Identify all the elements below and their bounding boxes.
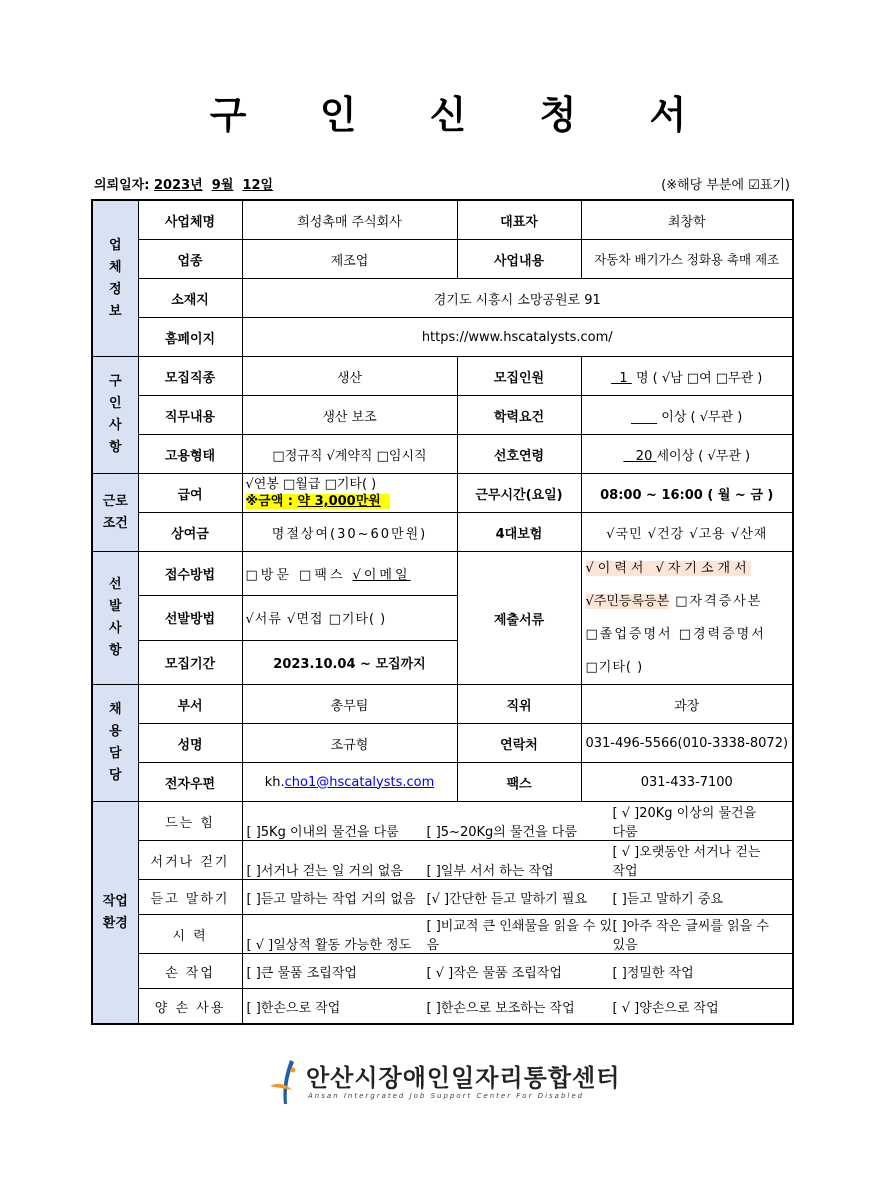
center-name: 안산시장애인일자리통합센터 [306,1064,621,1092]
request-month: 9월 [211,178,234,193]
receipt-label: 접수방법 [138,552,242,596]
method-label: 선발방법 [138,596,242,640]
docs-line-4: □기타( ) [585,660,644,675]
section-job: 구 인 사 항 [92,357,138,474]
submit-docs [581,552,793,685]
center-subtitle: Ansan Intergrated Job Support Center For Disabled [308,1092,585,1100]
env-option: [√ ]간단한 듣고 말하기 필요 [426,891,588,907]
env-option: [ ]일부 서서 하는 작업 [426,864,554,879]
section-work: 근로 조건 [92,474,138,552]
job-type: 생산 [242,357,457,396]
phone-label: 연락처 [457,724,581,763]
center-logo [268,1058,628,1108]
env-option: [ ]아주 작은 글씨를 읽을 수 있음 [612,919,769,953]
select-method: √서류 √면접 □기타( ) [242,596,457,640]
email[interactable] [242,763,457,802]
request-day: 12일 [242,178,274,193]
pay-amount-label: ※금액 : [245,494,298,509]
pay-amount: 약 3,000만원 [297,494,381,509]
env-option: [ ]서거나 걷는 일 거의 없음 [246,864,403,879]
edu-label: 학력요건 [457,396,581,435]
env-option: [ √ ]양손으로 작업 [612,1000,719,1016]
contact-name-label: 성명 [138,724,242,763]
job-type-label: 모집직종 [138,357,242,396]
request-year: 2023년 [153,178,203,193]
section-company: 업 체 정 보 [92,200,138,357]
business-label: 사업내용 [457,240,581,279]
homepage[interactable]: https://www.hscatalysts.com/ [242,318,793,357]
docs-license: □자격증사본 [669,594,763,609]
period-label: 모집기간 [138,640,242,684]
check-note: (※해당 부분에 ☑표기) [661,178,790,193]
industry: 제조업 [242,240,457,279]
pay [242,474,457,513]
emp-label: 고용형태 [138,435,242,474]
dept-label: 부서 [138,685,242,724]
job-request-table [91,199,794,1025]
env-label: 드는 힘 [138,802,242,841]
env-option: [ ]한손으로 작업 [246,1000,341,1016]
env-label: 듣고 말하기 [138,880,242,915]
env-options [242,954,793,989]
address: 경기도 시흥시 소망공원로 91 [242,279,793,318]
document-title: 구 인 신 청 서 [209,93,717,137]
env-label: 양 손 사용 [138,989,242,1025]
company-name-label: 사업체명 [138,200,242,240]
center-logo-icon [268,1058,304,1108]
education [581,396,793,435]
section-select: 선 발 사 항 [92,552,138,685]
env-options [242,841,793,880]
env-option: [ ]5Kg 이내의 물건을 다룸 [246,825,399,840]
preferred-age [581,435,793,474]
receipt-method [242,552,457,596]
position: 과장 [581,685,793,724]
env-label: 시 력 [138,915,242,954]
edu-rest: 이상 ( √무관 ) [657,409,743,425]
request-date-label: 의뢰일자: [94,178,150,193]
pay-type: √연봉 □월급 □기타( ) [245,477,377,492]
env-option: [ ]큰 물품 조립작업 [246,965,357,981]
industry-label: 업종 [138,240,242,279]
position-label: 직위 [457,685,581,724]
business: 자동차 배기가스 정화용 촉매 제조 [581,240,793,279]
phone: 031-496-5566(010-3338-8072) [581,724,793,763]
bonus: 명절상여(30~60만원) [242,513,457,552]
env-options [242,802,793,841]
docs-line-1: √이력서 √자기소개서 [585,561,751,576]
hours: 08:00 ~ 16:00 ( 월 ~ 금 ) [581,474,793,513]
edu-blank: ____ [631,409,658,425]
env-option: [ ]5~20Kg의 물건을 다룸 [426,825,577,840]
docs-line-3: □졸업증명서 □경력증명서 [585,627,766,642]
fax-label: 팩스 [457,763,581,802]
ceo-label: 대표자 [457,200,581,240]
receipt-a: □방문 □팩스 [245,568,353,584]
insurance: √국민 √건강 √고용 √산재 [581,513,793,552]
hours-label: 근무시간(요일) [457,474,581,513]
docs-label: 제출서류 [457,552,581,685]
insurance-label: 4대보험 [457,513,581,552]
address-label: 소재지 [138,279,242,318]
recruit-count [581,357,793,396]
section-env: 작업 환경 [92,802,138,1025]
env-label: 손 작업 [138,954,242,989]
env-option: [ √ ]20Kg 이상의 물건을 다룸 [612,806,757,840]
ceo: 최창학 [581,200,793,240]
env-option: [ ]비교적 큰 인쇄물을 읽을 수 있음 [426,919,613,953]
duty-label: 직무내용 [138,396,242,435]
section-contact: 채 용 담 당 [92,685,138,802]
email-link[interactable]: cho1@hscatalysts.com [284,774,435,790]
env-option: [ ]정밀한 작업 [612,965,694,981]
duty: 생산 보조 [242,396,457,435]
period: 2023.10.04 ~ 모집까지 [242,640,457,684]
env-option: [ ]듣고 말하는 작업 거의 없음 [246,891,416,907]
count-label: 모집인원 [457,357,581,396]
email-prefix: kh. [264,774,285,790]
age-num: 20 [635,448,653,464]
age-label: 선호연령 [457,435,581,474]
bonus-label: 상여금 [138,513,242,552]
env-options [242,880,793,915]
env-option: [ √ ]일상적 활동 가능한 정도 [246,938,412,953]
receipt-email: √이메일 [352,568,411,584]
env-option: [ √ ]오랫동안 서거나 걷는 작업 [612,845,761,879]
employment-type: □정규직 √계약직 □임시직 [242,435,457,474]
env-option: [ ]한손으로 보조하는 작업 [426,1000,575,1016]
fax: 031-433-7100 [581,763,793,802]
env-label: 서거나 걷기 [138,841,242,880]
request-date [94,174,273,193]
homepage-label: 홈페이지 [138,318,242,357]
contact-name: 조규형 [242,724,457,763]
company-name: 희성촉매 주식회사 [242,200,457,240]
age-rest: 세이상 ( √무관 ) [656,448,751,464]
count-num: 1 [619,370,628,386]
pay-label: 급여 [138,474,242,513]
env-option: [ √ ]작은 물품 조립작업 [426,965,562,981]
env-option: [ ]듣고 말하기 중요 [612,891,723,907]
docs-resident: √주민등록등본 [585,594,670,609]
env-options [242,915,793,954]
count-gender: 명 ( √남 □여 □무관 ) [635,370,763,386]
dept: 총무팀 [242,685,457,724]
env-options [242,989,793,1025]
email-label: 전자우편 [138,763,242,802]
